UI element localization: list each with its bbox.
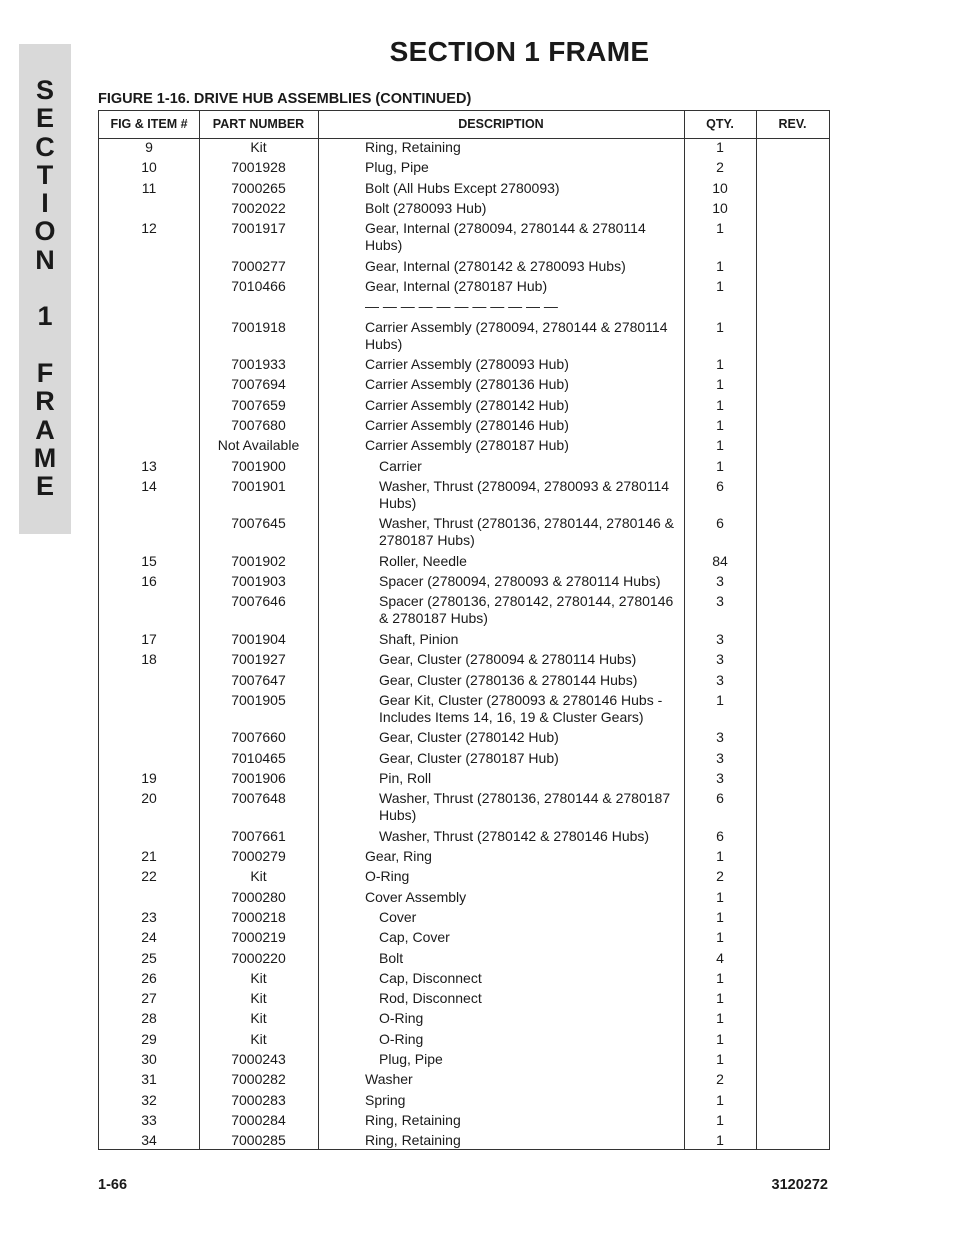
row-description: Gear, Cluster (2780094 & 2780114 Hubs) — [379, 651, 637, 668]
row-part-number: Kit — [250, 868, 267, 885]
row-description: — — — — — — — — — — — — [365, 298, 558, 315]
row-description: Washer, Thrust (2780136, 2780144 & 2780187 Hubs) — [379, 790, 671, 824]
table-row — [99, 278, 829, 298]
table-row — [99, 356, 829, 376]
table-row — [99, 651, 829, 671]
row-item-number: 20 — [141, 790, 157, 807]
row-quantity: 2 — [716, 868, 724, 885]
table-row — [99, 298, 829, 318]
row-part-number: 7001902 — [231, 552, 286, 569]
row-part-number: 7000280 — [231, 888, 286, 905]
table-row — [99, 258, 829, 278]
row-quantity: 1 — [716, 1091, 724, 1108]
row-description: Plug, Pipe — [379, 1051, 443, 1067]
row-description: Gear, Internal (2780187 Hub) — [365, 277, 548, 294]
row-quantity: 1 — [716, 1111, 724, 1128]
row-quantity: 1 — [716, 969, 724, 986]
row-quantity: 6 — [716, 515, 724, 532]
row-quantity: 4 — [716, 949, 724, 966]
row-quantity: 1 — [716, 220, 724, 237]
row-item-number: 31 — [141, 1071, 157, 1088]
row-description: Washer, Thrust (2780136, 2780144, 2780146 & 2780187 Hubs) — [379, 515, 674, 549]
row-description: Pin, Roll — [379, 769, 432, 786]
row-part-number: 7001928 — [231, 159, 286, 176]
row-part-number: 7007645 — [231, 515, 286, 532]
row-part-number: 7000220 — [231, 949, 286, 966]
row-quantity: 1 — [716, 257, 724, 274]
row-description: Gear, Internal (2780094, 2780144 & 2780114 Hubs) — [365, 220, 646, 254]
row-part-number: 7007646 — [231, 593, 286, 610]
table-row — [99, 200, 829, 220]
side-tab-letter: F — [36, 357, 54, 388]
row-quantity: 1 — [716, 396, 724, 413]
row-part-number: 7007680 — [231, 416, 286, 433]
row-quantity: 1 — [716, 691, 724, 708]
header-qty: QTY. — [706, 117, 734, 131]
section-side-label — [19, 76, 71, 500]
row-part-number: 7000243 — [231, 1051, 286, 1067]
table-body — [99, 139, 829, 1152]
row-quantity: 1 — [716, 139, 724, 155]
row-description: Carrier Assembly (2780093 Hub) — [365, 356, 569, 373]
table-row — [99, 1031, 829, 1051]
table-row — [99, 889, 829, 909]
row-description: Cap, Cover — [379, 929, 450, 946]
row-description: Rod, Disconnect — [379, 990, 482, 1007]
row-part-number: Kit — [250, 1010, 267, 1027]
table-row — [99, 770, 829, 790]
header-fig-item: FIG & ITEM # — [110, 117, 188, 131]
row-item-number: 23 — [141, 908, 157, 925]
side-tab-letter: T — [36, 159, 54, 190]
row-item-number: 21 — [141, 848, 157, 865]
row-part-number: 7001927 — [231, 651, 286, 668]
row-item-number: 28 — [141, 1010, 157, 1027]
table-row — [99, 593, 829, 631]
row-quantity: 6 — [716, 827, 724, 844]
side-tab-letter: I — [41, 188, 49, 219]
row-part-number: 7001904 — [231, 630, 286, 647]
row-item-number: 30 — [141, 1051, 157, 1067]
row-item-number: 13 — [141, 457, 157, 474]
row-part-number: Kit — [250, 1030, 267, 1047]
row-description: Cover Assembly — [365, 888, 467, 905]
row-part-number: 7000218 — [231, 908, 286, 925]
row-quantity: 1 — [716, 990, 724, 1007]
row-description: Ring, Retaining — [365, 1111, 461, 1128]
row-part-number: 7000284 — [231, 1111, 286, 1128]
table-row — [99, 692, 829, 730]
row-item-number: 14 — [141, 477, 157, 494]
row-quantity: 3 — [716, 671, 724, 688]
row-description: O-Ring — [365, 868, 410, 885]
row-description: Bolt (2780093 Hub) — [365, 199, 487, 216]
row-item-number: 19 — [141, 769, 157, 786]
table-row — [99, 868, 829, 888]
row-item-number: 10 — [141, 159, 157, 176]
page-title: SECTION 1 FRAME — [389, 36, 650, 67]
row-item-number: 24 — [141, 929, 157, 946]
row-quantity: 2 — [716, 159, 724, 176]
side-tab-letter: 1 — [37, 301, 53, 332]
header-part-number: PART NUMBER — [212, 117, 305, 131]
row-quantity: 1 — [716, 1051, 724, 1067]
row-description: Ring, Retaining — [365, 1132, 461, 1149]
table-row — [99, 458, 829, 478]
parts-table — [98, 110, 830, 1150]
row-item-number: 26 — [141, 969, 157, 986]
row-quantity: 3 — [716, 630, 724, 647]
row-part-number: 7001905 — [231, 691, 286, 708]
row-item-number: 11 — [141, 179, 157, 196]
table-row — [99, 553, 829, 573]
side-tab-letter: E — [35, 103, 54, 134]
header-rev: REV. — [778, 117, 807, 131]
row-item-number: 33 — [141, 1111, 157, 1128]
row-description: Gear, Cluster (2780136 & 2780144 Hubs) — [379, 671, 638, 688]
row-part-number: Not Available — [217, 437, 300, 454]
row-part-number: 7007659 — [231, 396, 286, 413]
row-quantity: 2 — [716, 1071, 724, 1088]
side-tab-letter: O — [34, 216, 56, 247]
header-description: DESCRIPTION — [458, 117, 544, 131]
table-row — [99, 950, 829, 970]
side-tab-letter: R — [35, 386, 55, 417]
table-row — [99, 909, 829, 929]
row-item-number: 25 — [141, 949, 157, 966]
row-part-number: 7000279 — [231, 848, 286, 865]
row-description: Roller, Needle — [379, 552, 467, 569]
side-tab-letter: N — [35, 244, 55, 275]
row-description: Gear, Cluster (2780142 Hub) — [379, 729, 559, 746]
row-quantity: 10 — [712, 179, 728, 196]
row-part-number: 7007648 — [231, 790, 286, 807]
row-item-number: 9 — [145, 139, 153, 155]
table-row — [99, 729, 829, 749]
row-quantity: 1 — [716, 1132, 724, 1149]
row-description: Spacer (2780136, 2780142, 2780144, 2780146 & 2780187 Hubs) — [379, 593, 674, 627]
row-item-number: 16 — [141, 573, 157, 590]
row-description: O-Ring — [379, 1030, 424, 1047]
table-row — [99, 631, 829, 651]
row-part-number: 7000282 — [231, 1071, 286, 1088]
row-description: Cover — [379, 908, 417, 925]
table-row — [99, 515, 829, 553]
row-description: Washer, Thrust (2780094, 2780093 & 2780114 Hubs) — [379, 477, 670, 511]
row-description: Washer, Thrust (2780142 & 2780146 Hubs) — [379, 827, 650, 844]
table-row — [99, 1051, 829, 1071]
table-row — [99, 139, 829, 159]
row-quantity: 1 — [716, 1030, 724, 1047]
table-row — [99, 1092, 829, 1112]
side-tab-letter: A — [35, 414, 55, 445]
row-part-number: 7000265 — [231, 179, 286, 196]
row-part-number: 7002022 — [231, 199, 286, 216]
row-description: Carrier Assembly (2780187 Hub) — [365, 437, 569, 454]
row-description: Carrier Assembly (2780146 Hub) — [365, 416, 569, 433]
row-part-number: 7000219 — [231, 929, 286, 946]
row-part-number: 7001917 — [231, 220, 286, 237]
row-item-number: 12 — [141, 220, 157, 237]
row-description: Carrier Assembly (2780142 Hub) — [365, 396, 569, 413]
row-quantity: 1 — [716, 848, 724, 865]
row-part-number: 7001900 — [231, 457, 286, 474]
side-tab-letter: M — [33, 442, 57, 473]
row-item-number: 34 — [141, 1132, 157, 1149]
row-part-number: 7001933 — [231, 356, 286, 373]
table-row — [99, 1010, 829, 1030]
row-quantity: 10 — [712, 199, 728, 216]
row-part-number: 7010466 — [231, 277, 286, 294]
row-quantity: 84 — [712, 552, 728, 569]
row-description: Spring — [365, 1091, 406, 1108]
row-description: Gear, Cluster (2780187 Hub) — [379, 749, 559, 766]
row-item-number: 32 — [141, 1091, 157, 1108]
table-row — [99, 417, 829, 437]
table-row — [99, 397, 829, 417]
row-item-number: 22 — [141, 868, 157, 885]
row-quantity: 1 — [716, 356, 724, 373]
row-description: Carrier Assembly (2780136 Hub) — [365, 376, 569, 393]
table-header — [99, 111, 829, 139]
table-row — [99, 672, 829, 692]
table-row — [99, 750, 829, 770]
row-description: Gear Kit, Cluster (2780093 & 2780146 Hubs - Includes Items 14, 16, 19 & Cluster Gears) — [379, 691, 663, 725]
table-row — [99, 1112, 829, 1132]
row-description: Carrier Assembly (2780094, 2780144 & 2780114 Hubs) — [365, 318, 668, 352]
row-description: Washer — [365, 1071, 413, 1088]
row-quantity: 1 — [716, 1010, 724, 1027]
row-description: Bolt (All Hubs Except 2780093) — [365, 179, 560, 196]
row-part-number: 7000285 — [231, 1132, 286, 1149]
row-part-number: Kit — [250, 139, 267, 155]
table-row — [99, 970, 829, 990]
row-part-number: Kit — [250, 990, 267, 1007]
side-tab-letter: C — [35, 131, 55, 162]
row-item-number: 15 — [141, 552, 157, 569]
row-item-number: 17 — [141, 630, 157, 647]
row-description: Spacer (2780094, 2780093 & 2780114 Hubs) — [379, 573, 661, 590]
row-item-number: 18 — [141, 651, 157, 668]
row-part-number: 7001918 — [231, 318, 286, 335]
row-quantity: 1 — [716, 929, 724, 946]
table-row — [99, 478, 829, 516]
row-quantity: 3 — [716, 749, 724, 766]
table-row — [99, 929, 829, 949]
row-quantity: 1 — [716, 318, 724, 335]
row-quantity: 6 — [716, 477, 724, 494]
row-description: O-Ring — [379, 1010, 424, 1027]
row-part-number: Kit — [250, 969, 267, 986]
row-part-number: 7000277 — [231, 257, 286, 274]
row-part-number: 7007660 — [231, 729, 286, 746]
table-row — [99, 437, 829, 457]
row-part-number: 7001901 — [231, 477, 286, 494]
row-item-number: 29 — [141, 1030, 157, 1047]
document-number: 3120272 — [771, 1177, 828, 1193]
row-part-number: 7007694 — [231, 376, 286, 393]
row-part-number: 7001906 — [231, 769, 286, 786]
row-quantity: 3 — [716, 573, 724, 590]
row-part-number: 7001903 — [231, 573, 286, 590]
row-quantity: 1 — [716, 888, 724, 905]
row-description: Gear, Ring — [365, 848, 432, 865]
row-description: Ring, Retaining — [365, 139, 461, 155]
table-row — [99, 990, 829, 1010]
side-tab-letter: E — [35, 471, 54, 502]
row-part-number: 7007661 — [231, 827, 286, 844]
table-row — [99, 828, 829, 848]
table-row — [99, 848, 829, 868]
row-description: Carrier — [379, 457, 422, 474]
table-row — [99, 790, 829, 828]
row-description: Cap, Disconnect — [379, 969, 482, 986]
row-part-number: 7007647 — [231, 671, 286, 688]
table-row — [99, 220, 829, 258]
row-quantity: 1 — [716, 277, 724, 294]
row-quantity: 1 — [716, 908, 724, 925]
page-number: 1-66 — [98, 1177, 128, 1193]
table-row — [99, 573, 829, 593]
table-row — [99, 319, 829, 357]
row-description: Gear, Internal (2780142 & 2780093 Hubs) — [365, 257, 626, 274]
row-description: Bolt — [379, 949, 404, 966]
row-quantity: 6 — [716, 790, 724, 807]
table-row — [99, 180, 829, 200]
side-tab-letter: S — [35, 75, 54, 105]
row-part-number: 7010465 — [231, 749, 286, 766]
row-quantity: 1 — [716, 457, 724, 474]
row-quantity: 1 — [716, 416, 724, 433]
table-row — [99, 1071, 829, 1091]
table-row — [99, 159, 829, 179]
figure-title: FIGURE 1-16. DRIVE HUB ASSEMBLIES (CONTINUED) — [98, 91, 472, 107]
row-quantity: 1 — [716, 376, 724, 393]
table-row — [99, 1132, 829, 1152]
row-quantity: 1 — [716, 437, 724, 454]
row-quantity: 3 — [716, 769, 724, 786]
row-quantity: 3 — [716, 729, 724, 746]
row-quantity: 3 — [716, 593, 724, 610]
row-quantity: 3 — [716, 651, 724, 668]
row-item-number: 27 — [141, 990, 157, 1007]
row-part-number: 7000283 — [231, 1091, 286, 1108]
table-row — [99, 376, 829, 396]
row-description: Plug, Pipe — [365, 159, 429, 176]
row-description: Shaft, Pinion — [379, 630, 459, 647]
